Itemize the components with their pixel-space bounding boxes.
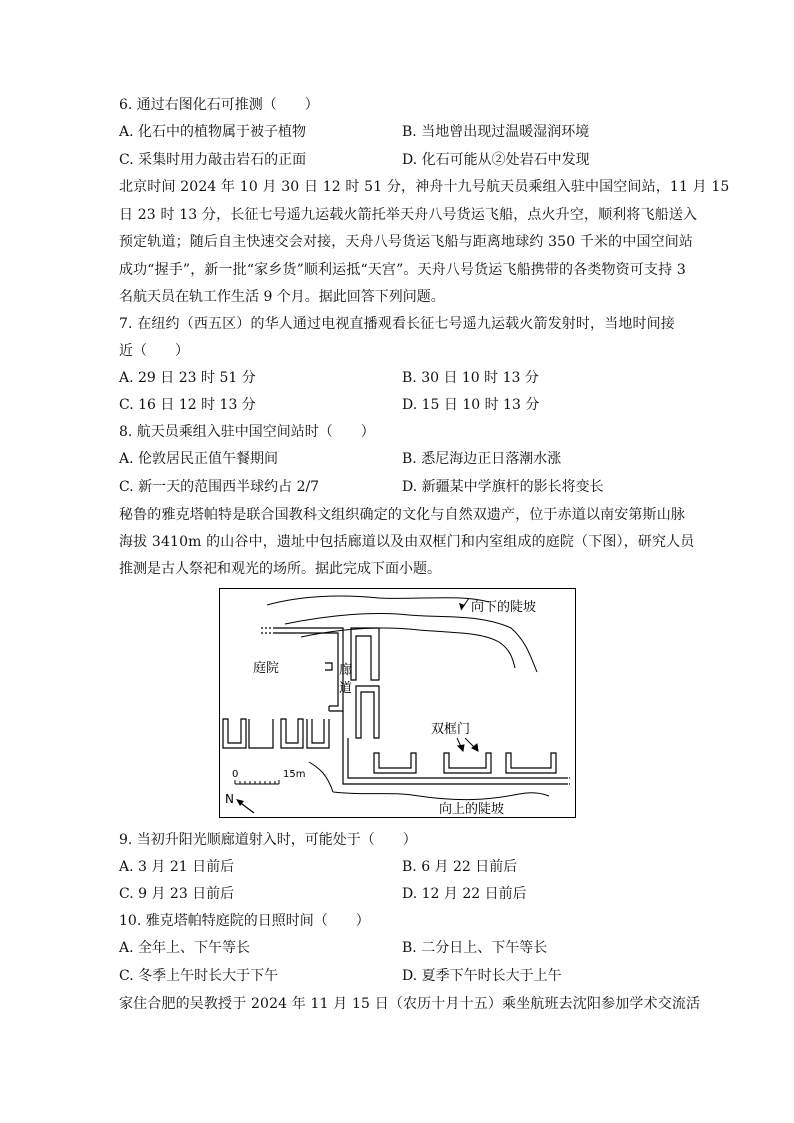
q6-option-a: A. 化石中的植物属于被子植物 — [119, 124, 307, 140]
q9-option-c: C. 9 月 23 日前后 — [119, 886, 235, 902]
figure-frame — [220, 589, 576, 818]
q6-option-c: C. 采集时用力敲击岩石的正面 — [119, 152, 307, 168]
q10-option-d: D. 夏季下午时长大于上午 — [402, 968, 562, 984]
q10-option-b: B. 二分日上、下午等长 — [402, 940, 548, 956]
passage1-line: 预定轨道；随后自主快速交会对接，天舟八号货运飞船与距离地球约 350 千米的中国空间站 — [119, 234, 694, 250]
q10-option-a: A. 全年上、下午等长 — [119, 940, 251, 956]
q7-option-b: B. 30 日 10 时 13 分 — [402, 370, 539, 386]
passage1-line: 日 23 时 13 分，长征七号遥九运载火箭托举天舟八号货运飞船，点火升空，顺利将飞船送入 — [119, 207, 698, 223]
q8-stem: 8. 航天员乘组入驻中国空间站时（ ） — [119, 424, 375, 440]
downslope-label: 向下的陡坡 — [471, 600, 537, 615]
q8-option-d: D. 新疆某中学旗杆的影长将变长 — [402, 479, 604, 495]
passage1-line: 成功“握手”，新一批“家乡货”顺利运抵“天宫”。天舟八号货运飞船携带的各类物资可支持 3 — [119, 262, 686, 278]
q7-option-a: A. 29 日 23 时 51 分 — [119, 370, 256, 386]
q8-option-a: A. 伦敦居民正值午餐期间 — [119, 451, 279, 467]
q6-option-d: D. 化石可能从②处岩石中发现 — [402, 152, 590, 168]
q9-option-a: A. 3 月 21 日前后 — [119, 859, 235, 875]
passage2-line: 推测是古人祭祀和观光的场所。据此完成下面小题。 — [119, 561, 441, 577]
passage1-line: 名航天员在轨工作生活 9 个月。据此回答下列问题。 — [119, 289, 445, 305]
q9-option-d: D. 12 月 22 日前后 — [402, 886, 527, 902]
passage1-line: 北京时间 2024 年 10 月 30 日 12 时 51 分，神舟十九号航天员乘组入驻中国空间站，11 月 15 — [119, 179, 730, 195]
passage3-line: 家住合肥的吴教授于 2024 年 11 月 15 日（农历十月十五）乘坐航班去沈阳参加学术交流活 — [119, 996, 701, 1012]
q8-option-b: B. 悉尼海边正日落潮水涨 — [402, 451, 562, 467]
q7-stem-cont: 近（ ） — [119, 343, 189, 359]
q10-stem: 10. 雅克塔帕特庭院的日照时间（ ） — [119, 913, 370, 929]
q10-option-c: C. 冬季上午时长大于下午 — [119, 968, 279, 984]
q8-option-c: C. 新一天的范围西半球约占 2/7 — [119, 479, 320, 495]
corridor-label-2: 道 — [339, 681, 353, 696]
double-door-label: 双框门 — [431, 722, 471, 737]
site-plan-figure — [219, 588, 576, 818]
corridor-label-1: 廊 — [339, 663, 353, 678]
q7-stem: 7. 在纽约（西五区）的华人通过电视直播观看长征七号遥九运载火箭发射时，当地时间接 — [119, 316, 675, 332]
q7-option-c: C. 16 日 12 时 13 分 — [119, 397, 256, 413]
upslope-label: 向上的陡坡 — [439, 802, 505, 817]
q9-stem: 9. 当初升阳光顺廊道射入时，可能处于（ ） — [119, 832, 417, 848]
north-label: N — [225, 792, 234, 806]
q7-option-d: D. 15 日 10 时 13 分 — [402, 397, 540, 413]
courtyard-label: 庭院 — [253, 661, 280, 676]
q9-option-b: B. 6 月 22 日前后 — [402, 859, 518, 875]
scale-end-label: 15m — [283, 769, 306, 780]
scale-zero-label: 0 — [232, 769, 239, 780]
q6-option-b: B. 当地曾出现过温暖湿润环境 — [402, 124, 590, 140]
passage2-line: 秘鲁的雅克塔帕特是联合国教科文组织确定的文化与自然双遗产，位于赤道以南安第斯山脉 — [119, 507, 685, 523]
q6-stem: 6. 通过右图化石可推测（ ） — [119, 97, 319, 113]
passage2-line: 海拔 3410m 的山谷中，遗址中包括廊道以及由双框门和内室组成的庭院（下图），研究人员 — [119, 534, 695, 550]
